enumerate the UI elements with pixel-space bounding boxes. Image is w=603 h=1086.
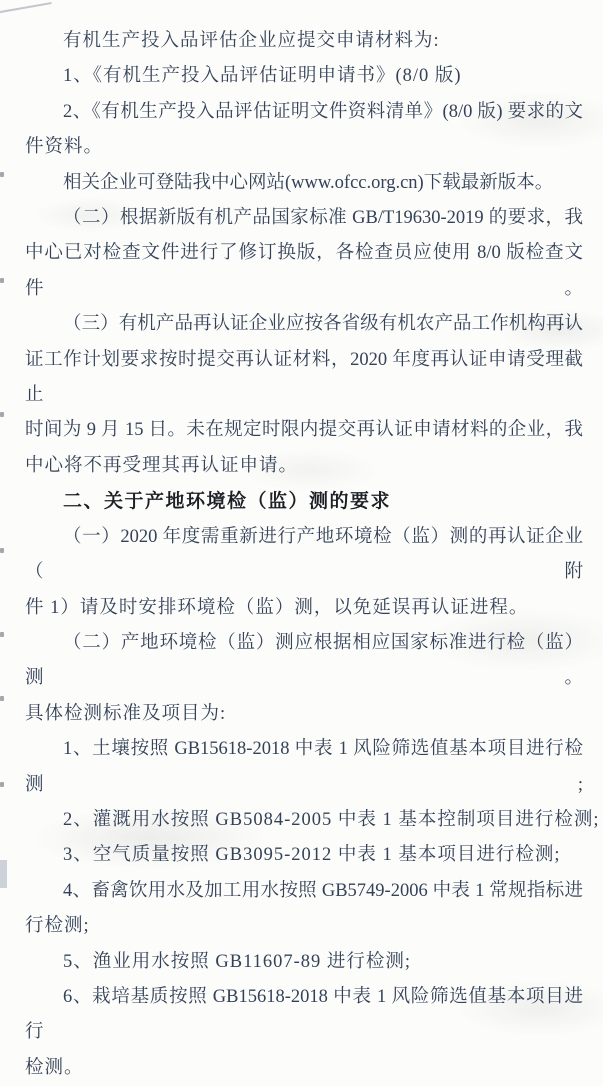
para-section3-line2: 证工作计划要求按时提交再认证材料，2020 年度再认证申请受理截止	[25, 349, 583, 406]
scan-artifact-speck	[0, 548, 4, 553]
para-section3-line1: （三）有机产品再认证企业应按各省级有机农产品工作机构再认	[63, 314, 583, 335]
scan-artifact-corner-line	[0, 2, 52, 14]
item-document-checklist: 2、《有机生产投入品评估证明文件资料清单》(8/0 版) 要求的文	[63, 101, 583, 122]
scan-artifact-speck	[0, 412, 4, 417]
para-section3-line4: 中心将不再受理其再认证申请。	[25, 455, 299, 476]
scan-artifact-speck	[0, 696, 4, 701]
item-irrigation-standard: 2、灌溉用水按照 GB5084-2005 中表 1 基本控制项目进行检测;	[63, 809, 600, 830]
item-substrate-line1: 6、栽培基质按照 GB15618-2018 中表 1 风险筛选值基本项目进行	[25, 986, 583, 1043]
item-fishery-water-standard: 5、渔业用水按照 GB11607-89 进行检测;	[63, 951, 412, 972]
item-application-form: 1、《有机生产投入品评估证明申请书》(8/0 版)	[63, 66, 462, 87]
scan-artifact-speck	[0, 172, 4, 177]
para-env-2-line2: 具体检测标准及项目为:	[25, 703, 227, 724]
para-website-download: 相关企业可登陆我中心网站(www.ofcc.org.cn)下载最新版本。	[63, 172, 554, 193]
scan-artifact-speck	[0, 632, 4, 637]
item-livestock-water-line1: 4、畜禽饮用水及加工用水按照 GB5749-2006 中表 1 常规指标进	[63, 880, 583, 901]
para-submit-materials-intro: 有机生产投入品评估企业应提交申请材料为:	[63, 31, 440, 51]
item-document-checklist-cont: 件资料。	[25, 137, 104, 158]
item-livestock-water-line2: 行检测;	[25, 916, 90, 937]
item-soil-standard: 1、土壤按照 GB15618-2018 中表 1 风险筛选值基本项目进行检测;	[25, 739, 583, 795]
para-section3-line3: 时间为 9 月 15 日。未在规定时限内提交再认证申请材料的企业，我	[25, 420, 583, 441]
item-air-standard: 3、空气质量按照 GB3095-2012 中表 1 基本项目进行检测;	[63, 845, 561, 866]
para-env-2-line1: （二）产地环境检（监）测应根据相应国家标准进行检（监）测。	[25, 632, 583, 689]
scan-artifact-edge-bar	[0, 860, 7, 888]
para-section2-line2: 中心已对检查文件进行了修订换版，各检查员应使用 8/0 版检查文件。	[25, 243, 583, 299]
para-env-1-line1: （一）2020 年度需重新进行产地环境检（监）测的再认证企业（附	[25, 526, 583, 583]
para-section2-line1: （二）根据新版有机产品国家标准 GB/T19630-2019 的要求，我	[63, 208, 583, 229]
scan-artifact-speck	[0, 782, 4, 787]
scan-artifact-speck	[0, 278, 4, 283]
item-substrate-line2: 检测。	[25, 1057, 84, 1078]
document-text	[25, 24, 600, 1086]
para-env-1-line2: 件 1）请及时安排环境检（监）测，以免延误再认证进程。	[25, 597, 529, 618]
section-heading-2: 二、关于产地环境检（监）测的要求	[63, 491, 392, 513]
